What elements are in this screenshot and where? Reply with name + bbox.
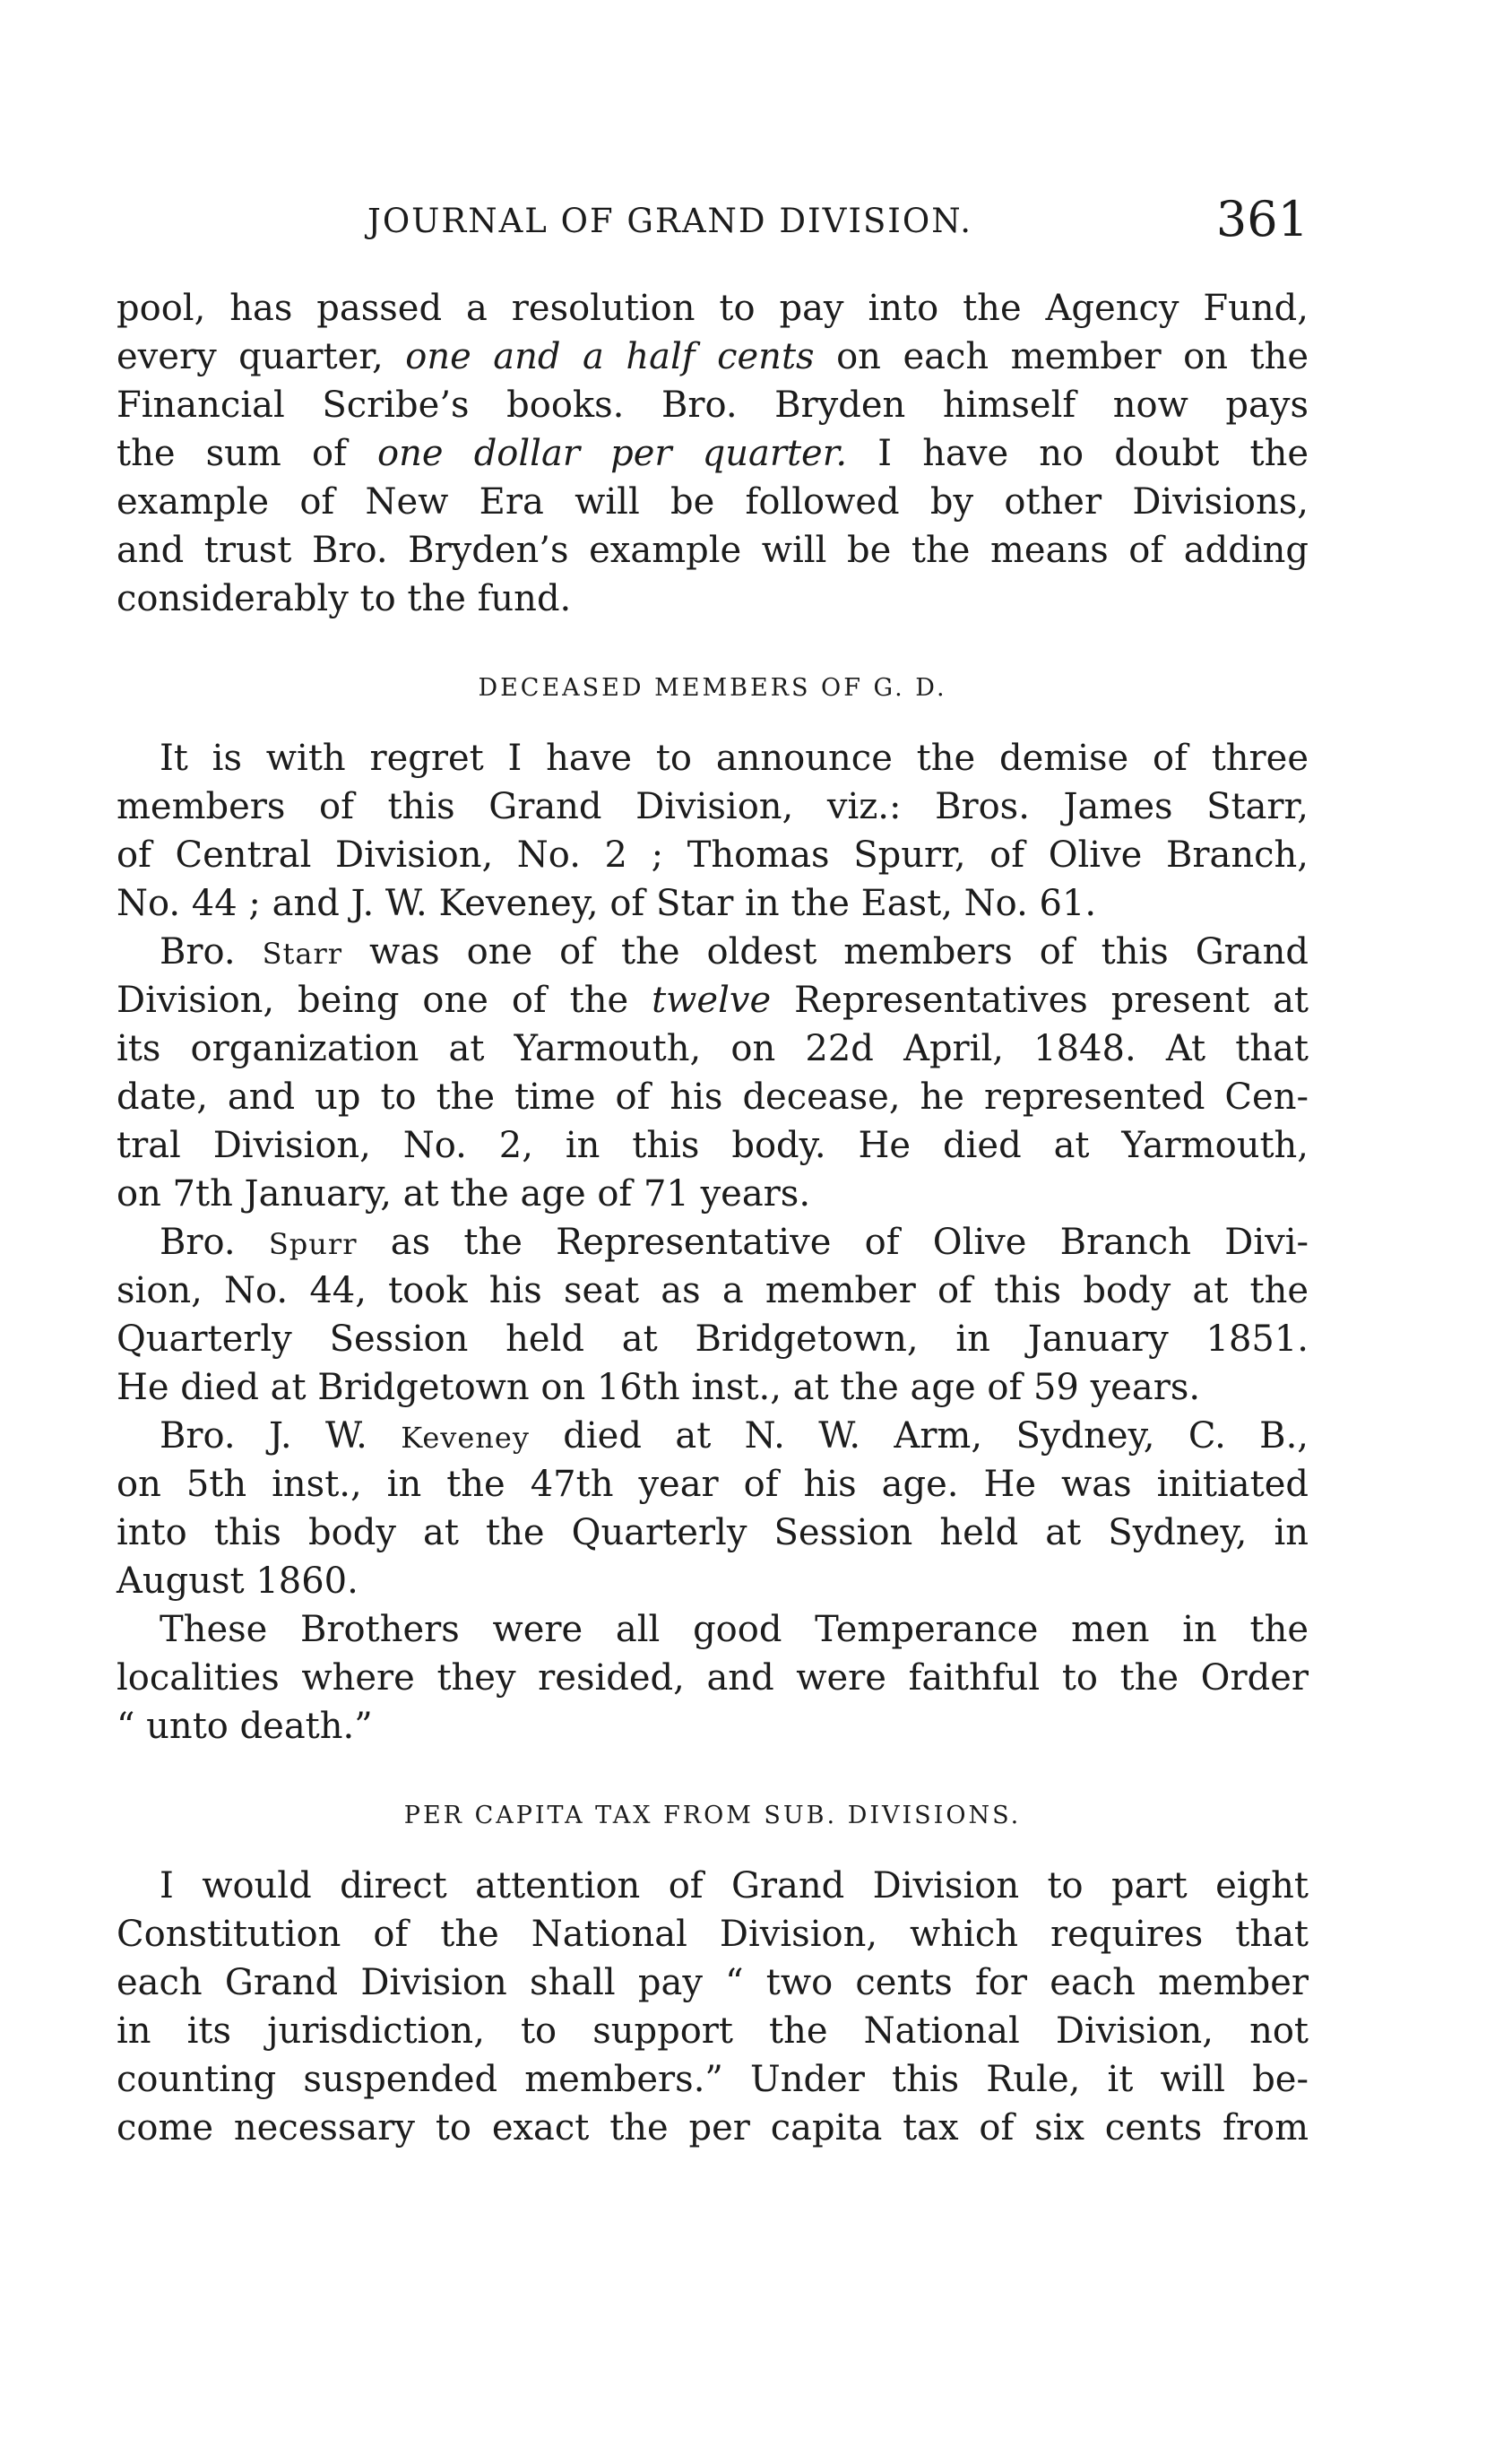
- text-line: on 7th January, at the age of 71 years.: [117, 1173, 811, 1215]
- text-line: “ unto death.”: [117, 1706, 373, 1747]
- text-line: on 5th inst., in the 47th year of his age. He was initiated: [117, 1464, 1309, 1505]
- text-line: the sum of one dollar per quarter. I have no doubt the: [117, 433, 1309, 474]
- text-line: No. 44 ; and J. W. Keveney, of Star in the East, No. 61.: [117, 883, 1097, 924]
- section-heading-deceased-members: DECEASED MEMBERS OF G. D.: [478, 674, 947, 702]
- text-line: Constitution of the National Division, which requires that: [117, 1914, 1309, 1955]
- page-header: [117, 193, 1309, 255]
- text-line: pool, has passed a resolution to pay into the Agency Fund,: [117, 288, 1309, 329]
- text-line: considerably to the fund.: [117, 578, 572, 619]
- text-line: Bro. J. W. Keveney died at N. W. Arm, Sydney, C. B.,: [160, 1415, 1309, 1457]
- text-line: example of New Era will be followed by other Divisions,: [117, 481, 1309, 523]
- text-line: its organization at Yarmouth, on 22d April, 1848. At that: [117, 1028, 1309, 1069]
- text-line: counting suspended members.” Under this Rule, it will be-: [117, 2059, 1309, 2100]
- running-head: JOURNAL OF GRAND DIVISION.: [367, 202, 973, 240]
- text-line: localities where they resided, and were faithful to the Order: [117, 1657, 1309, 1699]
- page-number: 361: [1215, 191, 1309, 247]
- text-line: date, and up to the time of his decease, he represented Cen-: [117, 1076, 1309, 1118]
- text-line: sion, No. 44, took his seat as a member of this body at the: [117, 1270, 1309, 1311]
- text-line: Bro. Starr was one of the oldest members of this Grand: [160, 931, 1309, 973]
- text-line: each Grand Division shall pay “ two cents for each member: [117, 1962, 1309, 2003]
- text-line: into this body at the Quarterly Session held at Sydney, in: [117, 1512, 1309, 1553]
- text-line: every quarter, one and a half cents on each member on the: [117, 336, 1309, 377]
- text-line: I would direct attention of Grand Division to part eight: [160, 1865, 1309, 1906]
- text-line: members of this Grand Division, viz.: Bros. James Starr,: [117, 786, 1309, 827]
- text-line: tral Division, No. 2, in this body. He died at Yarmouth,: [117, 1125, 1309, 1166]
- text-line: in its jurisdiction, to support the National Division, not: [117, 2010, 1309, 2052]
- section-heading-per-capita-tax: PER CAPITA TAX FROM SUB. DIVISIONS.: [403, 1802, 1022, 1829]
- text-line: Quarterly Session held at Bridgetown, in January 1851.: [117, 1318, 1309, 1360]
- text-line: These Brothers were all good Temperance men in the: [160, 1609, 1309, 1650]
- text-line: Bro. Spurr as the Representative of Olive Branch Divi-: [160, 1222, 1309, 1263]
- text-line: Financial Scribe’s books. Bro. Bryden himself now pays: [117, 385, 1309, 426]
- text-line: of Central Division, No. 2 ; Thomas Spurr, of Olive Branch,: [117, 834, 1309, 876]
- text-line: August 1860.: [117, 1561, 359, 1602]
- text-line: come necessary to exact the per capita tax of six cents from: [117, 2107, 1309, 2148]
- text-line: Division, being one of the twelve Representatives present at: [117, 980, 1309, 1021]
- text-line: It is with regret I have to announce the demise of three: [160, 738, 1309, 779]
- text-line: He died at Bridgetown on 16th inst., at the age of 59 years.: [117, 1367, 1201, 1408]
- text-line: and trust Bro. Bryden’s example will be the means of adding: [117, 530, 1309, 571]
